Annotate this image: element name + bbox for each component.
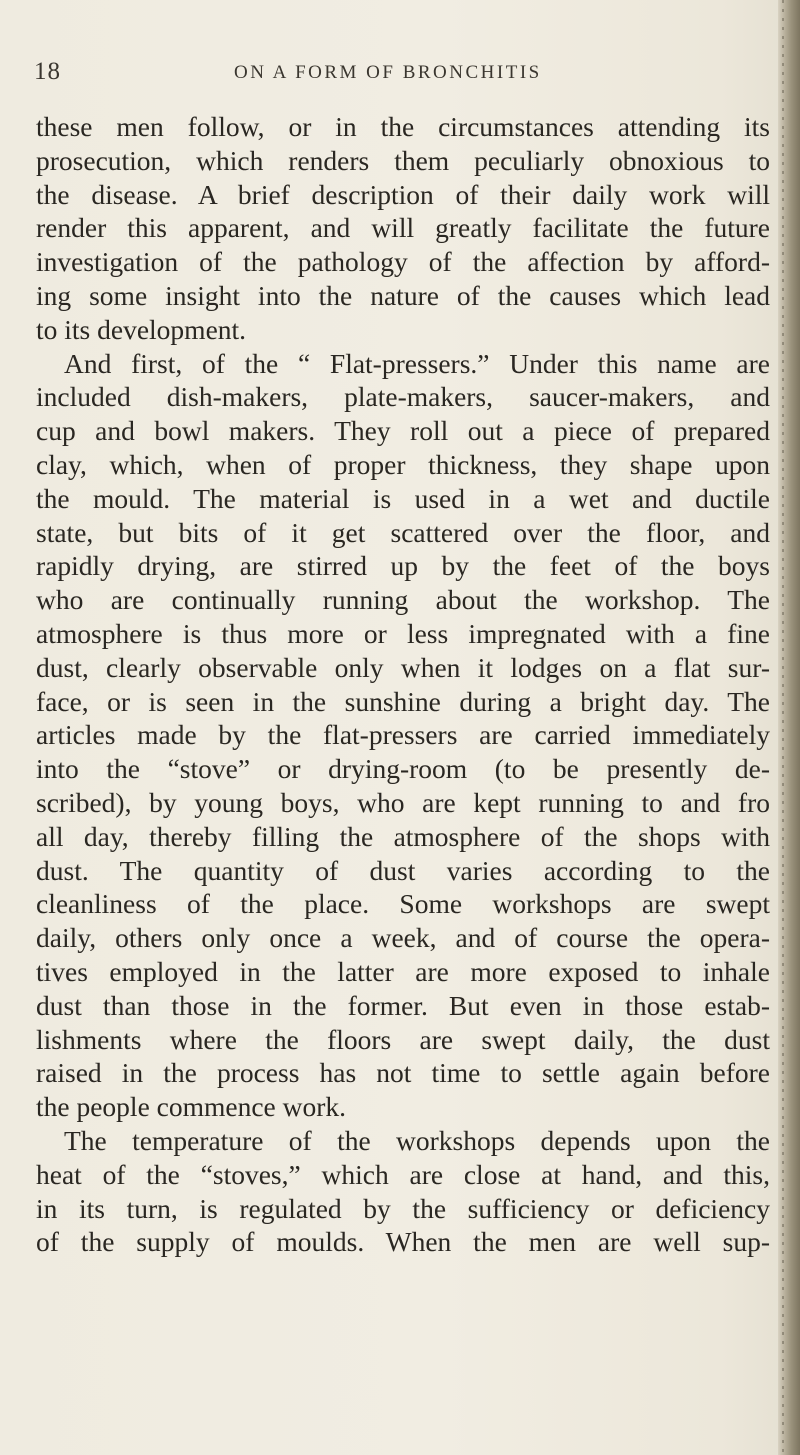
text-line: articles made by the flat-pressers are carried immediately xyxy=(36,719,770,751)
text-line: into the “stove” or drying-room (to be presently de- xyxy=(36,753,770,785)
text-line: heat of the “stoves,” which are close at hand, and this, xyxy=(36,1158,770,1190)
page-binding-edge xyxy=(778,0,800,1455)
text-line: render this apparent, and will greatly facilitate the future xyxy=(36,212,770,244)
text-line: included dish-makers, plate-makers, saucer-makers, and xyxy=(36,381,770,413)
text-line: cleanliness of the place. Some workshops are swept xyxy=(36,888,770,920)
text-line: to its development. xyxy=(36,313,247,345)
text-line: who are continually running about the workshop. The xyxy=(36,584,770,616)
text-line: these men follow, or in the circumstances attending its xyxy=(36,111,770,142)
text-line: dust, clearly observable only when it lodges on a flat sur- xyxy=(36,651,770,683)
text-line: daily, others only once a week, and of course the opera- xyxy=(36,922,770,954)
text-line: prosecution, which renders them peculiarly obnoxious to xyxy=(36,144,770,176)
body-text xyxy=(36,110,770,1259)
running-title: ON A FORM OF BRONCHITIS xyxy=(234,62,542,83)
text-line: dust than those in the former. But even in those estab- xyxy=(36,989,770,1021)
paragraph-start-line: The temperature of the workshops depends upon the xyxy=(64,1124,770,1156)
text-line: clay, which, when of proper thickness, they shape upon xyxy=(36,448,770,480)
page-number: 18 xyxy=(34,58,61,85)
text-line: all day, thereby filling the atmosphere of the shops with xyxy=(36,820,770,852)
text-line: face, or is seen in the sunshine during a bright day. The xyxy=(36,685,770,717)
text-line: investigation of the pathology of the affection by afford- xyxy=(36,246,770,278)
text-line: the mould. The material is used in a wet and ductile xyxy=(36,482,770,514)
paragraph-start-line: And first, of the “ Flat-pressers.” Under this name are xyxy=(64,347,770,379)
text-line: ing some insight into the nature of the causes which lead xyxy=(36,279,770,311)
text-line: cup and bowl makers. They roll out a piece of prepared xyxy=(36,415,770,447)
text-line: the disease. A brief description of their daily work will xyxy=(36,178,770,210)
text-line: the people commence work. xyxy=(36,1091,347,1123)
text-line: raised in the process has not time to settle again before xyxy=(36,1057,770,1089)
page-header xyxy=(34,58,774,88)
text-line: of the supply of moulds. When the men are well sup- xyxy=(36,1226,770,1258)
text-line: tives employed in the latter are more exposed to inhale xyxy=(36,955,770,987)
text-line: scribed), by young boys, who are kept running to and fro xyxy=(36,786,770,818)
text-line: rapidly drying, are stirred up by the feet of the boys xyxy=(36,550,770,582)
text-line: in its turn, is regulated by the sufficiency or deficiency xyxy=(36,1192,770,1224)
text-line: atmosphere is thus more or less impregnated with a fine xyxy=(36,617,770,649)
text-line: state, but bits of it get scattered over the floor, and xyxy=(36,516,770,548)
text-line: lishments where the floors are swept daily, the dust xyxy=(36,1023,770,1055)
text-line: dust. The quantity of dust varies according to the xyxy=(36,854,770,886)
